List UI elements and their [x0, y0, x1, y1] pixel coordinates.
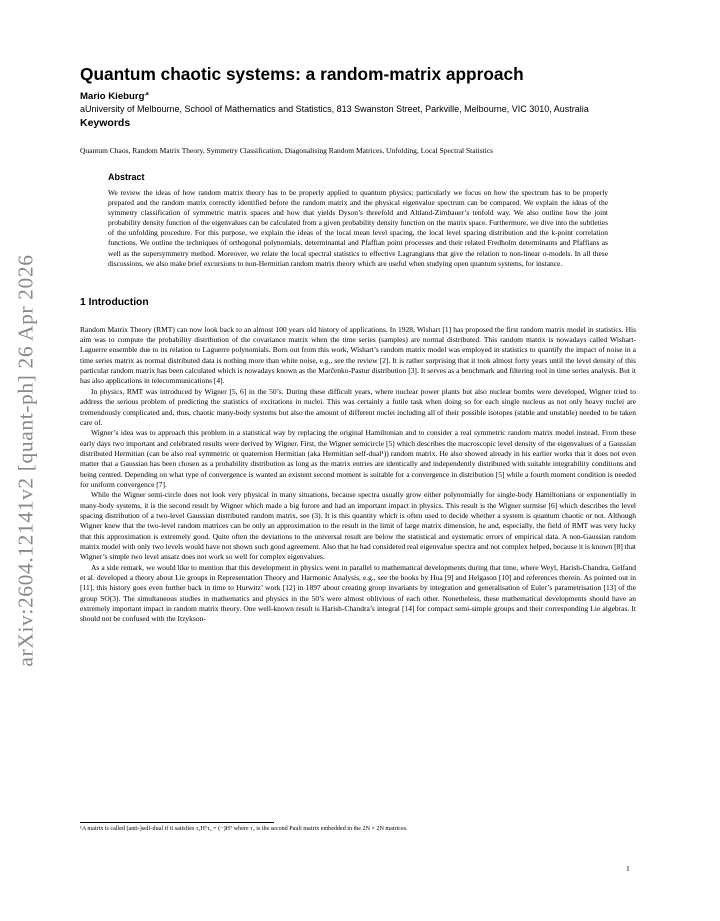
- author-name: Mario Kieburg: [80, 91, 145, 102]
- paper-page: [80, 64, 636, 625]
- paragraph: While the Wigner semi-circle does not look very physical in many situations, because spectra usually grow either polynomially for single-body Hamiltonians or exponentially in many-body systems, it is the second result by Wigner which made a big furore and had an important impact in physics. This result is the Wigner surmise [6] which describes the level spacing distribution of a two-level Gaussian distributed random matrix, see (3). It is this quantity which is often used to decide whether a system is quantum chaotic or not. Although Wigner knew that the two-level random matrices can be only an approximation to the result in the limit of large matrix dimension, he and, especially, the field of RMT was very lucky that this approximation is extremely good. Quite often the deviations to the universal result are below the statistical and systematic errors of empirical data. A non-Gaussian random matrix model with only two levels would have not shown such good agreement. Also that he had considered real eigenvalue spectra and not complex helped, because it is known [8] that Wigner’s simple two level ansatz does not work so well for complex eigenvalues.: [80, 490, 636, 562]
- footnote: ¹A matrix is called (anti-)self-dual if it satisfies τ₂Hᵀτ₂ = (−)Hᵀ where τ₂ is the second Pauli matrix embedded in the 2N × 2N matrices.: [80, 826, 408, 832]
- abstract-block: [108, 172, 608, 269]
- keywords-heading: Keywords: [80, 117, 131, 129]
- keywords-list: Quantum Chaos, Random Matrix Theory, Symmetry Classification, Diagonalising Random Matrices, Unfolding, Local Spectral Statistics: [80, 146, 494, 155]
- affiliation: aUniversity of Melbourne, School of Mathematics and Statistics, 813 Swanston Street, Parkville, Melbourne, VIC 3010, Australia: [80, 104, 589, 114]
- paragraph: As a side remark, we would like to mention that this development in physics went in parallel to mathematical developments during that time, where Weyl, Harish-Chandra, Gelfand et al. developed a theory about Lie groups in Representation Theory and Harmonic Analysis, e.g., see the books by Hua [9] and Helgason [10] and references therein. As pointed out in [11], this history goes even further back in time to Hurwitz’ work [12] in 1897 about creating group invariants by integration and generalisation of Euler’s parametrisation [13] of the group SO(3). The simultaneous studies in mathematics and physics in the 50’s were almost oblivious of each other. Nonetheless, these mathematical developments should have an extremely important impact in random matrix theory. One well-known result is Harish-Chandra’s integral [14] for compact semi-simple groups and their corresponding Lie algebras. It should not be confused with the Itzykson-: [80, 562, 636, 624]
- arxiv-identifier-text: arXiv:2604.12141v2 [quant-ph] 26 Apr 2026: [13, 253, 38, 667]
- paragraph: Wigner’s idea was to approach this problem in a statistical way by replacing the original Hamiltonian and to consider a real symmetric random matrix model instead. From these early days two important and celebrated results were derived by Wigner. First, the Wigner semicircle [5] which describes the macroscopic level density of the eigenvalues of a Gaussian distributed Hermitian (can be also real symmetric or quaternion Hermitian (aka Hermitian self-dual¹)) random matrix. He also showed already in his earlier works that it does not even matter that a Gaussian has been chosen as a probability distribution as long as the matrix entries are identically and independently distributed with suitable integrability conditions and being centred. Depending on what type of convergence is wanted an existent second moment is suitable for a convergence in distribution [5] while a fourth moment condition is needed for uniform convergence [7].: [80, 428, 636, 489]
- author-line: [80, 91, 636, 103]
- section-heading-introduction: 1 Introduction: [80, 296, 149, 308]
- paper-title: Quantum chaotic systems: a random-matrix approach: [80, 64, 524, 84]
- abstract-text: We review the ideas of how random matrix theory has to be properly applied to quantum physics; particularly we focus on how the spectrum has to be properly prepared and the random matrix correctly identified before the random matrix and the physical eigenvalue spectrum can be compared. We explain the ideas of the symmetry classification of symmetric matrix spaces and how that yields Dyson’s threefold and Altland-Zirnbauer’s tenfold way. We also outline how the joint probability density function of the eigenvalues can be calculated from a given probability density function on the matrix space. Furthermore, we dive into the subtleties of the unfolding procedure. For this purpose, we explain the ideas of the local mean level spacing, the local level spacing distribution and the k-point correlation functions. We outline the techniques of orthogonal polynomials, determinantal and Pfaffian point processes and their related Fredholm determinants and Pfaffians as well as the supersymmetry method. Moreover, we relate the local spectral statistics to effective Lagrangians that give the relation to non-linear σ-models. In all these discussions, we also make brief excursions to non-Hermitian random matrix theory which are useful when studying open quantum systems, for instance.: [108, 188, 608, 268]
- abstract-heading: Abstract: [108, 172, 145, 182]
- footnote-divider: [80, 822, 274, 823]
- paragraph: Random Matrix Theory (RMT) can now look back to an almost 100 years old history of applications. In 1928, Wishart [1] has proposed the first random matrix model in statistics. His aim was to compute the probability distribution of the covariance matrix when the time series (samples) are normal distributed. This random matrix is nowadays called Wishart-Laguerre ensemble due to its relation to Laguerre polynomials. Born out from this work, Wishart’s random matrix model was employed in statistics to quantify the impact of noise in a time series matrix as normal distributed data is nothing more than white noise, e.g., see the review [2]. It is rather surprising that it took almost forty years until the level density of this particular random matrix has been calculated which is nowadays known as the Marčenko-Pastur distribution [3]. It serves as a benchmark and filtering tool in time series analysis. But it has also applications in telecommunications [4].: [80, 324, 636, 386]
- page-number: 1: [626, 864, 630, 873]
- author-affiliation-mark: ,a: [144, 90, 149, 97]
- paragraph: In physics, RMT was introduced by Wigner [5, 6] in the 50’s. During these difficult years, where nuclear power plants but also nuclear bombs were developed, Wigner tried to address the serious problem of predicting the statistics of excitations in nuclei. This was certainly a futile task when doing so for each single nucleus as not only heavy nuclei are tremendously complicated and, thus, chaotic many-body systems but also the amount of different nuclei including all of their possible isotopes (stable and unstable) needed to be taken care of.: [80, 386, 636, 427]
- introduction-body: [80, 325, 636, 625]
- arxiv-identifier-stamp: [6, 200, 46, 720]
